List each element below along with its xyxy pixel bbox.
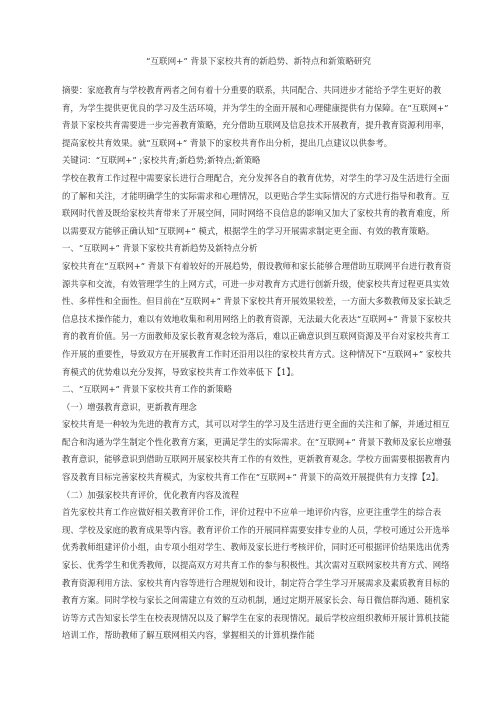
body-paragraph: 家校共育在“互联网+” 背景下有着较好的开展趋势，假设教师和家长能够合理借助互联网平台进行教育资源共享和交流，有效管理学生的上网方式，可进一步对教育方式进行创新升级，使家校共育过程更具实效性、多样性和全面性。但目前在“互联网+” 背景下家校共育开展效果较差，一方面大多数教师及家长缺乏信息技术操作能力，难以有效地收集和利用网络上的教育资源，无法最大化表达“互联网+” 背景下家校共育的教育价值。另一方面教师及家长教育观念较为落后，难以正确意识到互联网资源及平台对家校共育工作开展的重要性，导致双方在开展教育工作时还沿用以往的家校共育方式。这种情况下“互联网+” 家校共育模式的优势难以充分发挥，导致家校共育工作效率低下【1】。 — [62, 260, 452, 377]
section-heading-1: 一、“互联网+” 背景下家校共育新趋势及新特点分析 — [62, 243, 258, 254]
keywords-paragraph: 关键词：“互联网+” ;家校共育;新趋势;新特点;新策略 — [62, 155, 261, 166]
intro-paragraph: 学校在教育工作过程中需要家长进行合理配合，充分发挥各自的教育优势，对学生的学习及生活进行全面的了解和关注，才能明确学生的实际需求和心理情况，以更贴合学生实际情况的方式进行指导和教育。互联网时代普及既给家校共育带来了开展空间，同时网络不良信息的影响又加大了家校共育的教育难度，所以需要双方能够正确认知“互联网+” 模式，根据学生的学习开展需求制定更全面、有效的教育策略。 — [62, 172, 450, 236]
abstract-paragraph: 摘要：家庭教育与学校教育两者之间有着十分重要的联系，共同配合、共同进步才能给予学生更好的教育，为学生提供更优良的学习及生活环境，并为学生的全面开展和心理健康提供有力保障。在“互联网+” 背景下家校共育需要进一步完善教育策略，充分借助互联网及信息技术开展教育，提升教育资源利用率，提高家校共育效果。就“互联网+” 背景下的家校共育作出分析，提出几点建议以供参考。 — [62, 85, 450, 148]
body-paragraph: 首先家校共育工作应做好相关教育评价工作，评价过程中不应单一地评价内容，应更注重学生的综合表现、学校及家庭的教育成果等内容。教育评价工作的开展同样需要安排专业的人员，学校可通过公开选举优秀教师组建评价小组，由专项小组对学生、教师及家长进行考核评价，同时还可根据评价结果选出优秀家长、优秀学生和优秀教师，以提高双方对共育工作的参与积极性。其次需对互联网家校共育方式、网络教育资源利用方法、家校共育内容等进行合理规划和设计，制定符合学生学习开展需求及素质教育目标的教育方案。同时学校与家长之间需建立有效的互动机制，通过定期开展家长会、每日微信群沟通、随机家访等方式告知家长学生在校表现情况以及了解学生在家的表现情况。最后学校应组织教师开展计算机技能培训工作，帮助教师了解互联网相关内容，掌握相关的计算机操作能 — [62, 507, 450, 641]
body-paragraph: 家校共育是一种较为先进的教育方式，其可以对学生的学习及生活进行更全面的关注和了解，并通过相互配合和沟通为学生制定个性化教育方案，更满足学生的实际需求。在“互联网+” 背景下教师及家长应增强教育意识，能够意识到借助互联网开展家校共育工作的有效性，更新教育观念。学校方面需要根据教育内容及教育目标完善家校共育模式，为家校共育工作在“互联网+” 背景下的高效开展提供有力支撑【2】。 — [62, 419, 452, 483]
subsection-heading-2: （二）加强家校共育评价，优化教育内容及流程 — [62, 489, 239, 500]
section-heading-2: 二、“互联网+” 背景下家校共育工作的新策略 — [62, 384, 233, 395]
page-title: “互联网+” 背景下家校共育的新趋势、新特点和新策略研究 — [146, 57, 371, 67]
subsection-heading-1: （一）增强教育意识，更新教育理念 — [62, 401, 197, 412]
